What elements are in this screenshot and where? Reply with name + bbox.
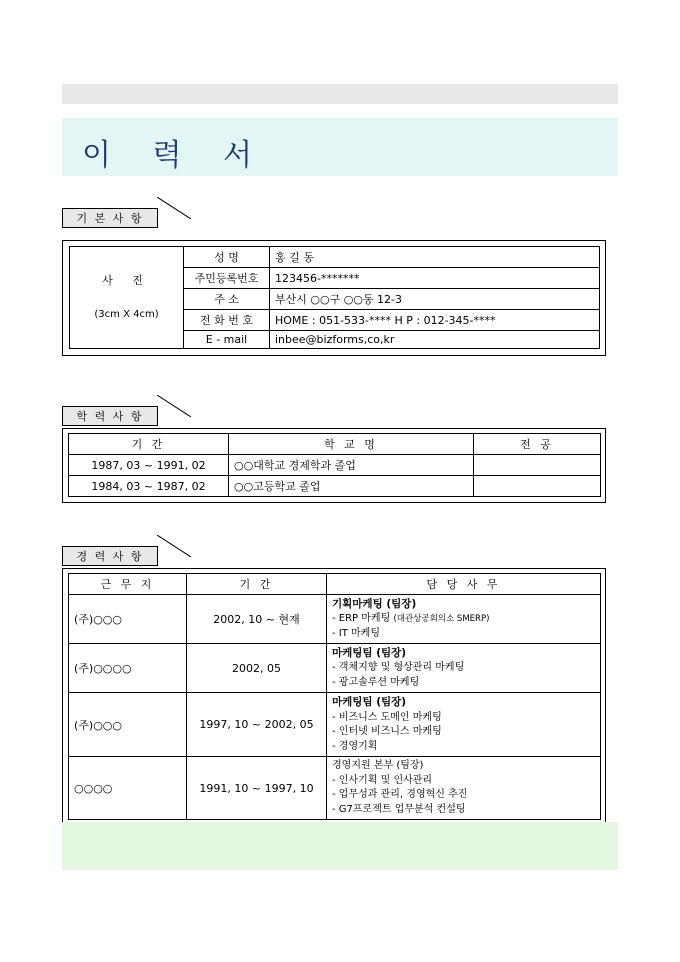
- basic-info-table: [69, 246, 600, 349]
- career-workplace: (주)○○○○: [69, 644, 187, 693]
- diagonal-connector-icon: [157, 197, 191, 219]
- career-duty-cell: [327, 644, 601, 693]
- education-period: 1987, 03 ~ 1991, 02: [69, 455, 229, 476]
- education-header-period: 기 간: [69, 434, 229, 455]
- section-education: [62, 406, 158, 426]
- basic-info-block: [62, 240, 606, 356]
- education-table: [68, 433, 601, 497]
- duty-item: - 객체지향 및 형상관리 마케팅: [332, 662, 465, 674]
- duty-text: - IT 마케팅: [332, 627, 381, 639]
- career-header-duty: 담 당 사 무: [327, 574, 601, 595]
- title-band: [62, 118, 618, 176]
- career-block: [62, 568, 606, 826]
- education-major: [474, 455, 601, 476]
- field-label-phone: 전 화 번 호: [184, 310, 270, 331]
- education-major: [474, 476, 601, 497]
- table-header-row: [69, 574, 601, 595]
- duty-title: 기획마케팅 (팀장): [332, 598, 417, 610]
- top-decoration-bar: [62, 84, 618, 104]
- field-value-ssn: 123456-*******: [270, 268, 600, 289]
- basic-info-frame: [62, 240, 606, 356]
- basic-label-wrap: [62, 208, 158, 228]
- career-workplace: (주)○○○: [69, 693, 187, 757]
- duty-item: - G7프로젝트 업무분석 컨설팅: [332, 803, 466, 815]
- education-header-major: 전 공: [474, 434, 601, 455]
- career-workplace: ○○○○: [69, 757, 187, 820]
- career-period: 1991, 10 ~ 1997, 10: [187, 757, 327, 820]
- table-row: [69, 644, 601, 693]
- career-period: 2002, 05: [187, 644, 327, 693]
- field-label-email: E - mail: [184, 331, 270, 349]
- duty-item: - 비즈니스 도메인 마케팅: [332, 711, 442, 723]
- education-block: [62, 428, 606, 503]
- section-career: [62, 546, 158, 566]
- table-row: [69, 757, 601, 820]
- field-label-ssn: 주민등록번호: [184, 268, 270, 289]
- photo-cell: [70, 247, 184, 349]
- education-label-wrap: [62, 406, 158, 426]
- table-row: [70, 247, 600, 268]
- duty-item: - 업무성과 관리, 경영혁신 추진: [332, 789, 468, 801]
- career-section-label: 경 력 사 항: [62, 546, 158, 566]
- photo-label: 사 진: [102, 273, 151, 287]
- table-row: [69, 455, 601, 476]
- table-header-row: [69, 434, 601, 455]
- table-row: [69, 595, 601, 644]
- field-value-address: 부산시 ○○구 ○○동 12-3: [270, 289, 600, 310]
- duty-suffix: (대관상공회의소 SMERP): [393, 614, 490, 625]
- education-frame: [62, 428, 606, 503]
- duty-title: 마케팅팀 (팀장): [332, 647, 407, 660]
- field-label-address: 주 소: [184, 289, 270, 310]
- field-value-phone: HOME : 051-533-**** H P : 012-345-****: [270, 310, 600, 331]
- career-header-workplace: 근 무 지: [69, 574, 187, 595]
- page-title: 이 력 서: [82, 138, 269, 173]
- photo-size-label: (3cm Ⅹ 4cm): [94, 309, 159, 321]
- education-school: ○○대학교 경제학과 졸업: [229, 455, 474, 476]
- duty-title: 마케팅팀 (팀장): [332, 696, 407, 709]
- career-label-wrap: [62, 546, 158, 566]
- career-frame: [62, 568, 606, 826]
- section-basic-info: [62, 208, 158, 228]
- duty-item: - 경영기획: [332, 740, 378, 752]
- career-duty-cell: [327, 757, 601, 820]
- table-row: [69, 693, 601, 757]
- career-period: 2002, 10 ~ 현재: [187, 595, 327, 644]
- duty-item: [332, 627, 595, 642]
- career-period: 1997, 10 ~ 2002, 05: [187, 693, 327, 757]
- field-value-name: 홍 길 동: [270, 247, 600, 268]
- field-label-name: 성 명: [184, 247, 270, 268]
- duty-item: - 인터넷 비즈니스 마케팅: [332, 726, 442, 738]
- duty-text: - ERP 마케팅: [332, 613, 391, 625]
- diagonal-connector-icon: [157, 395, 191, 417]
- career-header-period: 기 간: [187, 574, 327, 595]
- education-section-label: 학 력 사 항: [62, 406, 158, 426]
- basic-section-label: 기 본 사 항: [62, 208, 158, 228]
- career-workplace: (주)○○○: [69, 595, 187, 644]
- table-row: [69, 476, 601, 497]
- education-school: ○○고등학교 졸업: [229, 476, 474, 497]
- career-duty-cell: [327, 693, 601, 757]
- education-period: 1984, 03 ~ 1987, 02: [69, 476, 229, 497]
- duty-item: [332, 612, 595, 627]
- career-table: [68, 573, 601, 820]
- duty-title: 경영지원 본부 (팀장): [332, 760, 424, 772]
- education-header-school: 학 교 명: [229, 434, 474, 455]
- career-duty-cell: [327, 595, 601, 644]
- bottom-decoration-band: [62, 822, 618, 870]
- field-value-email: inbee@bizforms,co,kr: [270, 331, 600, 349]
- duty-item: - 광고솔루션 마케팅: [332, 676, 420, 688]
- duty-item: - 인사기획 및 인사관리: [332, 774, 433, 786]
- diagonal-connector-icon: [157, 535, 191, 557]
